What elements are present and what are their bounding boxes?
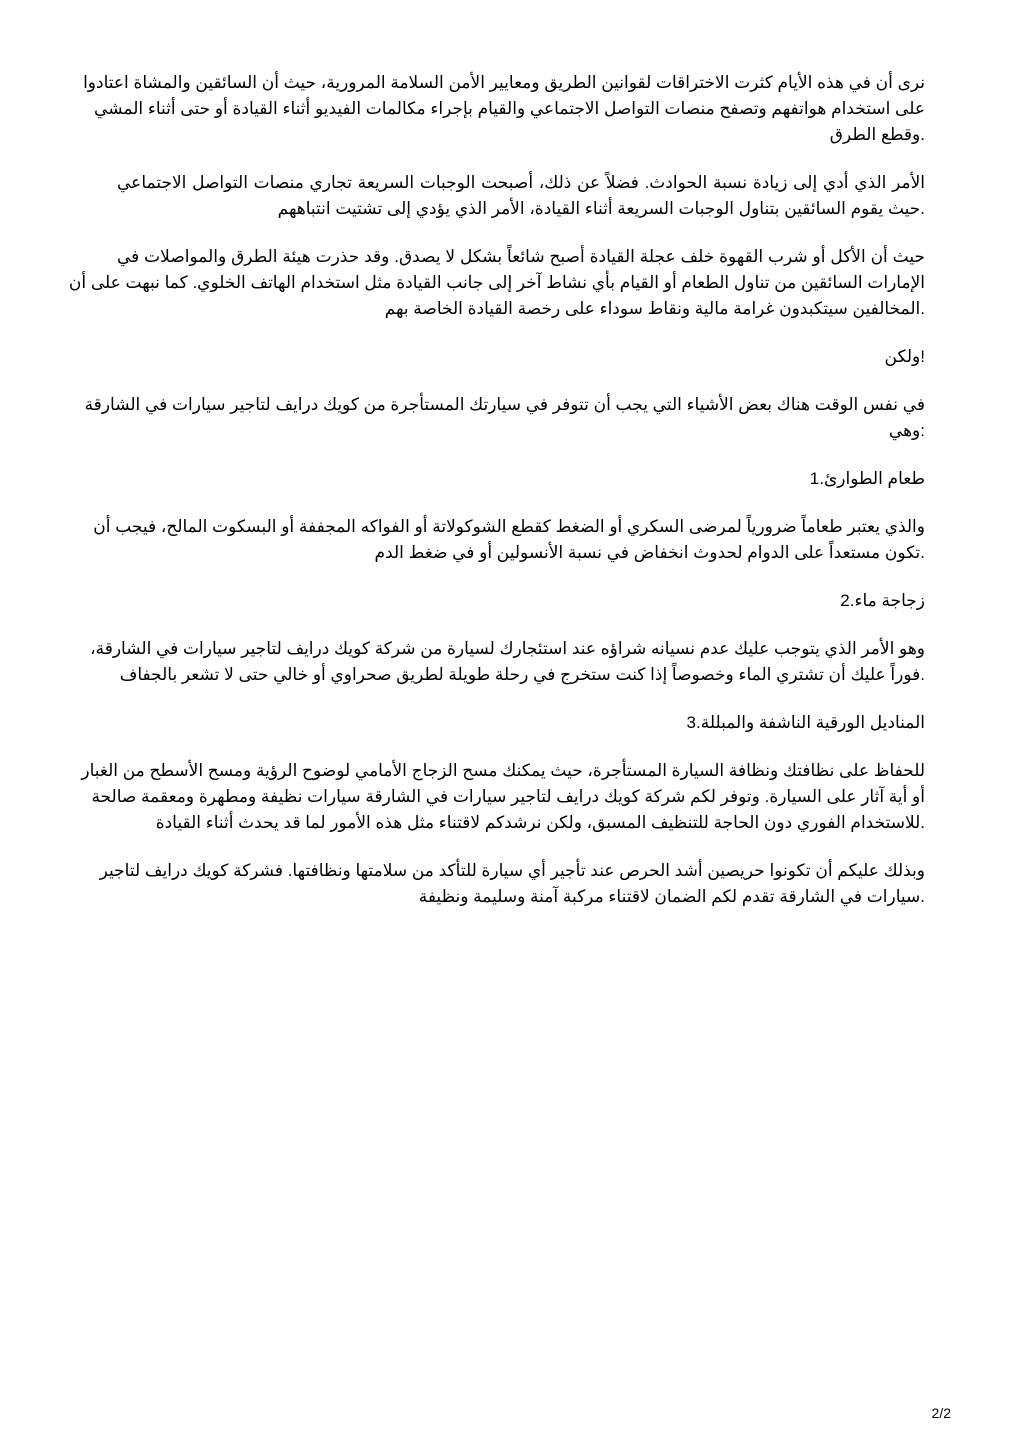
- text-line: في نفس الوقت هناك بعض الأشياء التي يجب أن تتوفر في سيارتك المستأجرة من كويك درايف لتاجير سيارات في الشارقة: [84, 395, 925, 414]
- text-line: .حيث يقوم السائقين بتناول الوجبات السريعة أثناء القيادة، الأمر الذي يؤدي إلى تشتيت انتباههم: [277, 199, 925, 218]
- text-line: .سيارات في الشارقة تقدم لكم الضمان لاقتناء مركبة آمنة وسليمة ونظيفة: [418, 887, 925, 906]
- paragraph-water-bottle: [90, 636, 925, 688]
- text-line: طعام الطوارئ.1: [809, 469, 925, 488]
- text-line: الأمر الذي أدي إلى زيادة نسبة الحوادث. فضلاً عن ذلك، أصبحت الوجبات السريعة تجاري منصات التواصل الاجتماعي: [117, 173, 925, 192]
- text-line: وهو الأمر الذي يتوجب عليك عدم نسيانه شراؤه عند استئجارك لسيارة من شركة كويك درايف لتاجير سيارات في الشارقة،: [90, 639, 925, 658]
- page-number: 2/2: [931, 1405, 951, 1421]
- text-line: !ولكن: [884, 347, 925, 366]
- text-line: المناديل الورقية الناشفة والمبللة.3: [686, 713, 925, 732]
- paragraph-traffic-violations: [83, 70, 925, 148]
- paragraph-emergency-food: [93, 514, 925, 566]
- text-line: والذي يعتبر طعاماً ضرورياً لمرضى السكري أو الضغط كقطع الشوكولاتة أو الفواكه المجففة أو البسكوت المالح، فيجب أن: [93, 517, 925, 536]
- text-line: نرى أن في هذه الأيام كثرت الاختراقات لقوانين الطريق ومعايير الأمن السلامة المرورية، حيث أن السائقين والمشاة اعتادوا: [83, 73, 925, 92]
- paragraph-required-items-intro: [84, 392, 925, 444]
- text-line: على استخدام هواتفهم وتصفح منصات التواصل الاجتماعي والقيام بإجراء مكالمات الفيديو أثناء القيادة أو حتى أثناء المشي: [94, 99, 925, 118]
- paragraph-tissues: [81, 758, 925, 836]
- text-line: للحفاظ على نظافتك ونظافة السيارة المستأجرة، حيث يمكنك مسح الزجاج الأمامي لوضوح الرؤية ومسح الأسطح من الغبار: [81, 761, 925, 780]
- text-line: :وهي: [888, 421, 925, 440]
- document-body: [68, 70, 925, 932]
- list-heading-tissues: [117, 710, 925, 736]
- text-line: .للاستخدام الفوري دون الحاجة للتنظيف المسبق، ولكن نرشدكم لاقتناء مثل هذه الأمور لما قد يحدث أثناء القيادة: [155, 813, 925, 832]
- paragraph-conclusion: [99, 858, 925, 910]
- text-line: .المخالفين سيتكبدون غرامة مالية ونقاط سوداء على رخصة القيادة الخاصة بهم: [384, 299, 925, 318]
- text-line: زجاجة ماء.2: [840, 591, 925, 610]
- paragraph-accidents-increase: [117, 170, 925, 222]
- list-heading-water-bottle: [117, 588, 925, 614]
- text-line: وبذلك عليكم أن تكونوا حريصين أشد الحرص عند تأجير أي سيارة للتأكد من سلامتها ونظافتها. فشركة كويك درايف لتاجير: [99, 861, 925, 880]
- list-heading-emergency-food: [117, 466, 925, 492]
- text-line: أو أية آثار على السيارة. وتوفر لكم شركة كويك درايف لتاجير سيارات في الشارقة سيارات نظيفة ومطهرة ومعقمة صالحة: [91, 787, 925, 806]
- text-line: .تكون مستعداً على الدوام لحدوث انخفاض في نسبة الأنسولين أو في ضغط الدم: [374, 543, 925, 562]
- text-line: .وقطع الطرق: [829, 125, 925, 144]
- paragraph-but: [117, 344, 925, 370]
- text-line: .فوراً عليك أن تشتري الماء وخصوصاً إذا كنت ستخرج في رحلة طويلة لطريق صحراوي أو خالي حتى لا تشعر بالجفاف: [119, 665, 925, 684]
- text-line: الإمارات السائقين من تناول الطعام أو القيام بأي نشاط آخر إلى جانب القيادة مثل استخدام الهاتف الخلوي. كما نبهت على أن: [68, 273, 925, 292]
- text-line: حيث أن الأكل أو شرب القهوة خلف عجلة القيادة أصبح شائعاً بشكل لا يصدق. وقد حذرت هيئة الطرق والمواصلات في: [117, 247, 925, 266]
- paragraph-eating-while-driving: [68, 244, 925, 322]
